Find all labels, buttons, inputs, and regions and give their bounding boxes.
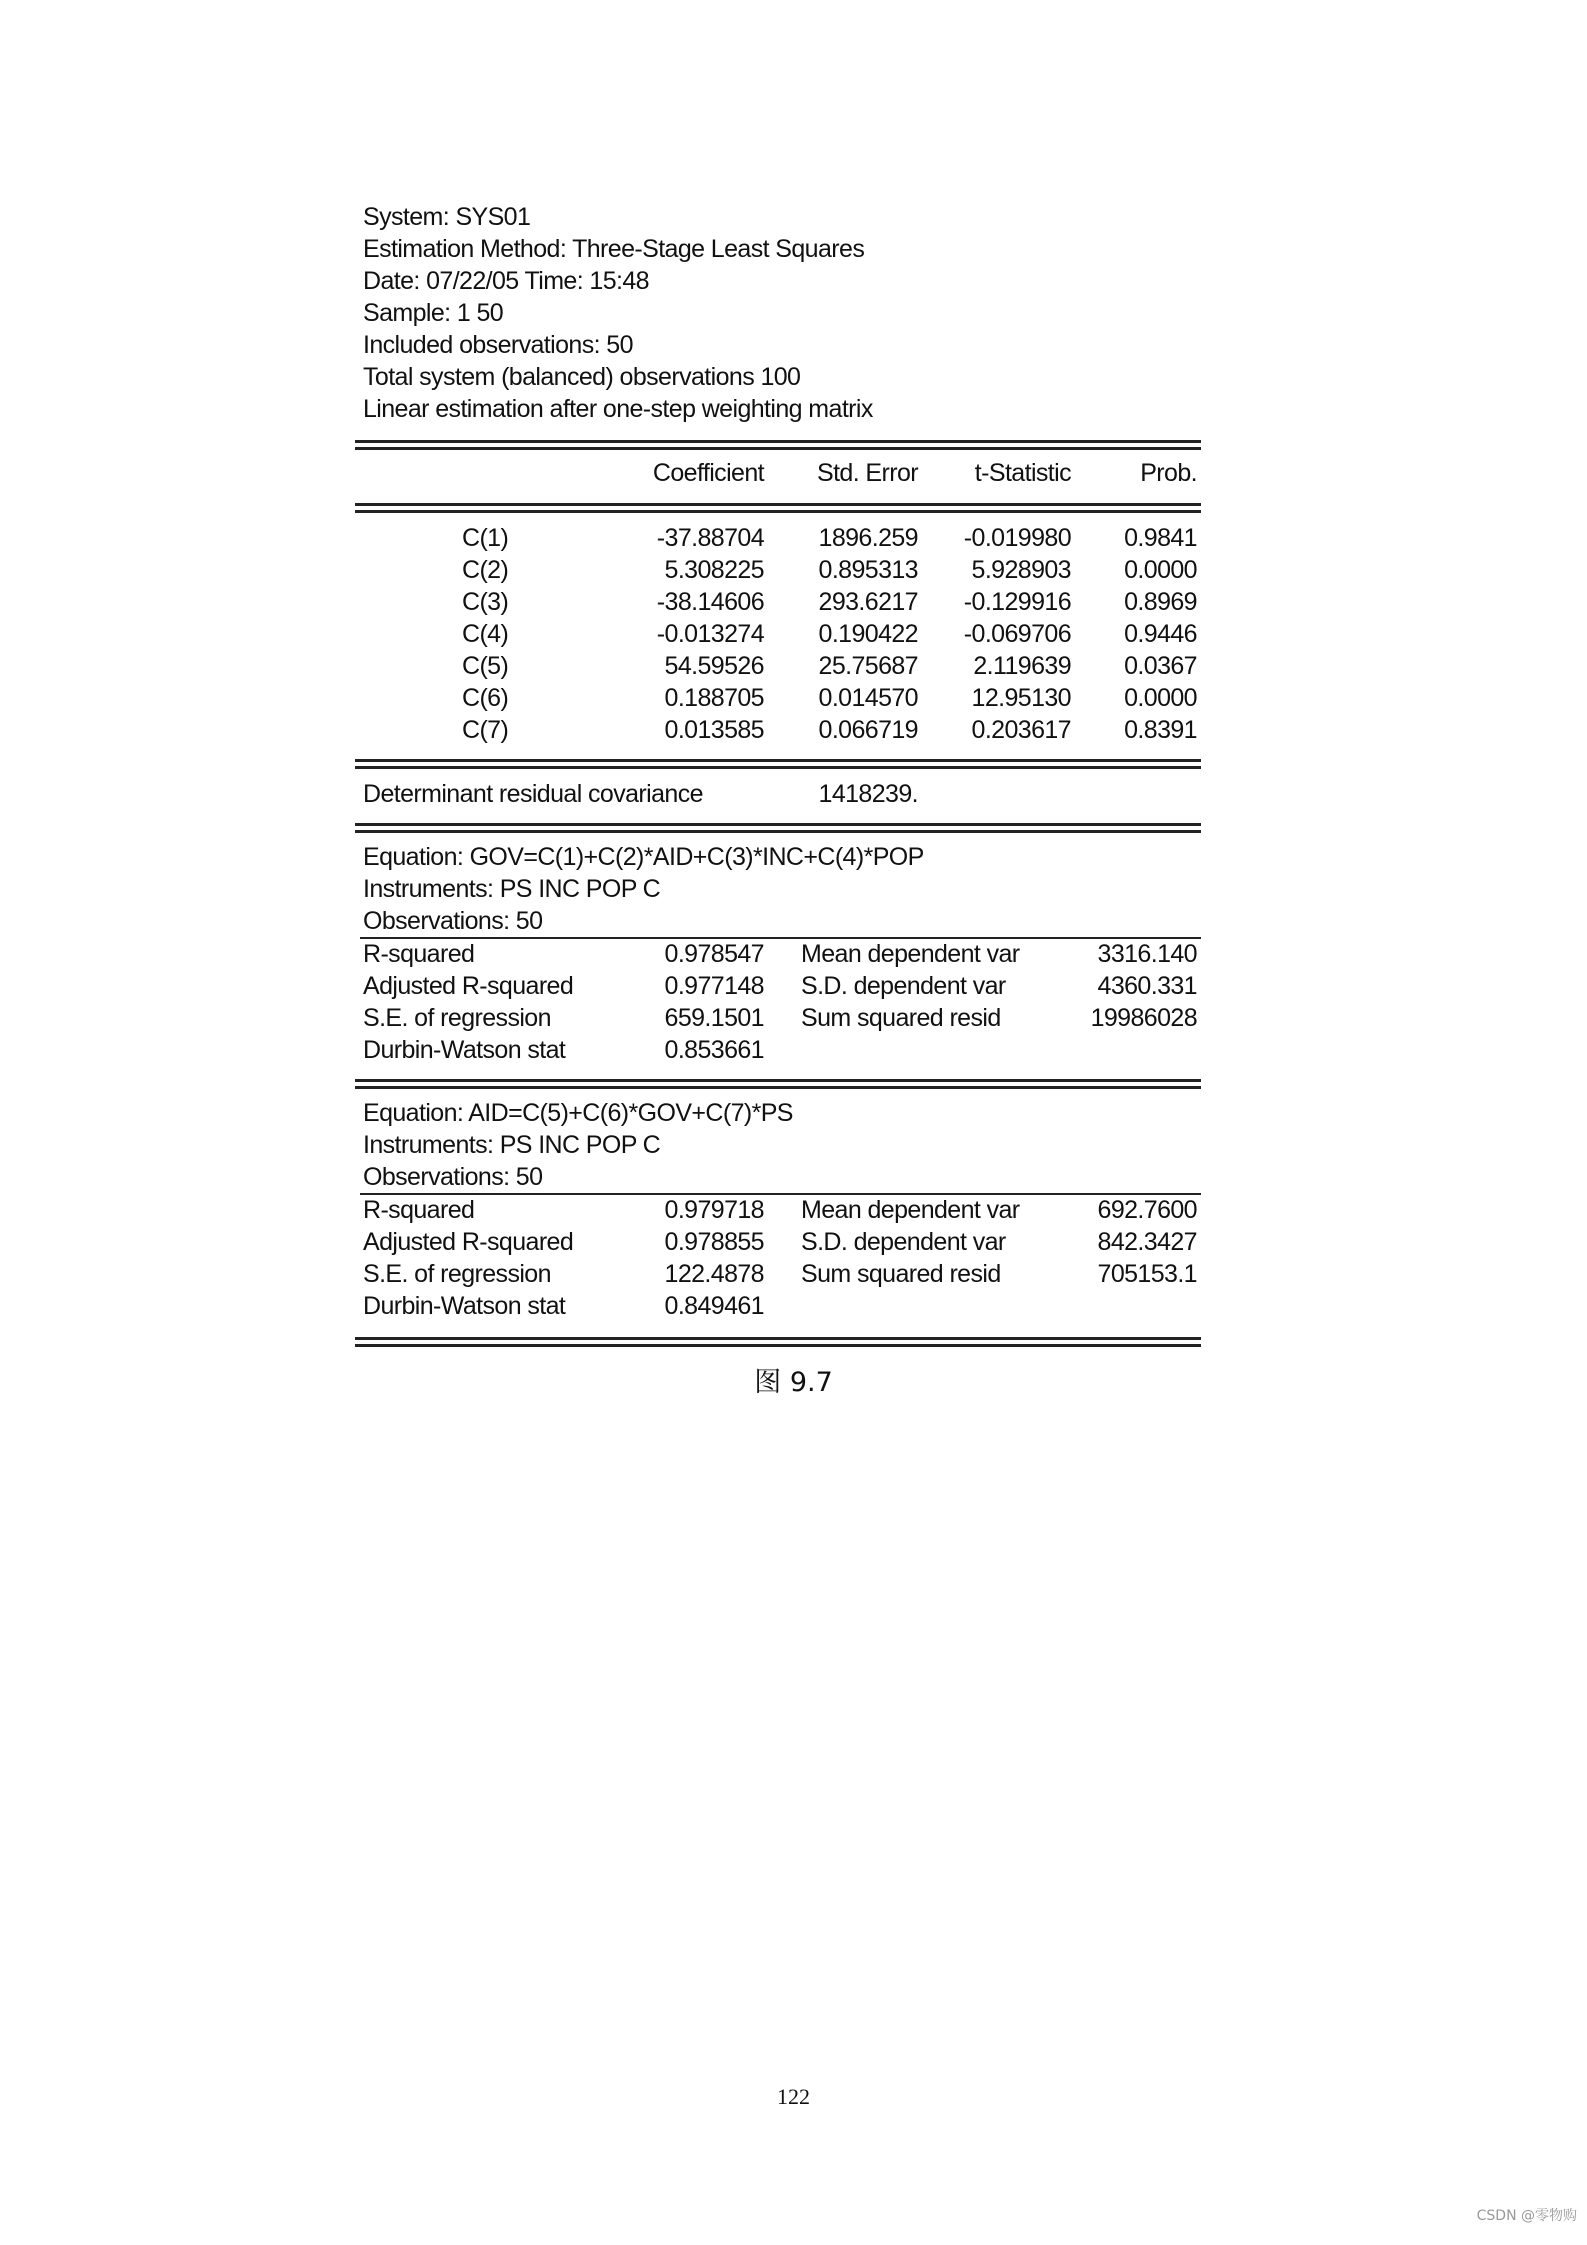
coef-name: C(7)	[462, 716, 509, 744]
coef-cell: 293.6217	[818, 588, 918, 616]
stat-value: 0.849461	[664, 1292, 764, 1320]
header-line: Linear estimation after one-step weighting matrix	[363, 395, 873, 423]
stat-label: Sum squared resid	[801, 1004, 1001, 1032]
instruments: Instruments: PS INC POP C	[363, 1131, 661, 1159]
coef-cell: -0.013274	[656, 620, 764, 648]
coef-cell: 0.8969	[1124, 588, 1197, 616]
coef-cell: 0.8391	[1124, 716, 1197, 744]
column-header: Std. Error	[817, 459, 918, 487]
stat-label: R-squared	[363, 1196, 475, 1224]
coef-cell: -0.019980	[963, 524, 1071, 552]
coef-cell: 0.190422	[818, 620, 918, 648]
equation-spec: Equation: GOV=C(1)+C(2)*AID+C(3)*INC+C(4)*POP	[363, 843, 924, 871]
stat-value: 3316.140	[1097, 940, 1197, 968]
stat-label: Sum squared resid	[801, 1260, 1001, 1288]
figure-caption: 图 9.7	[754, 1367, 833, 1398]
coef-name: C(1)	[462, 524, 509, 552]
header-line: Sample: 1 50	[363, 299, 504, 327]
stat-value: 842.3427	[1097, 1228, 1197, 1256]
coef-cell: 0.014570	[818, 684, 918, 712]
coef-cell: 0.066719	[818, 716, 918, 744]
coef-cell: -0.069706	[963, 620, 1071, 648]
stat-label: S.E. of regression	[363, 1004, 551, 1032]
table-rule	[355, 823, 1201, 833]
table-rule	[360, 1193, 1201, 1195]
stat-value: 19986028	[1090, 1004, 1197, 1032]
page-number: 122	[777, 2084, 810, 2109]
instruments: Instruments: PS INC POP C	[363, 875, 661, 903]
stat-label: Mean dependent var	[801, 940, 1020, 968]
stat-label: Adjusted R-squared	[363, 972, 574, 1000]
equation-spec: Equation: AID=C(5)+C(6)*GOV+C(7)*PS	[363, 1099, 793, 1127]
coef-cell: 25.75687	[818, 652, 918, 680]
coef-cell: -37.88704	[656, 524, 764, 552]
stat-value: 0.979718	[664, 1196, 764, 1224]
header-line: System: SYS01	[363, 203, 531, 231]
observations: Observations: 50	[363, 907, 543, 935]
stat-label: Durbin-Watson stat	[363, 1036, 566, 1064]
stat-value: 0.853661	[664, 1036, 764, 1064]
header-line: Included observations: 50	[363, 331, 633, 359]
coef-cell: 0.9841	[1124, 524, 1197, 552]
coef-cell: 0.0367	[1124, 652, 1197, 680]
header-line: Estimation Method: Three-Stage Least Squares	[363, 235, 865, 263]
table-rule	[355, 1337, 1201, 1347]
stat-label: S.D. dependent var	[801, 1228, 1006, 1256]
stat-label: S.E. of regression	[363, 1260, 551, 1288]
coef-cell: 5.308225	[664, 556, 764, 584]
coef-cell: 12.95130	[971, 684, 1071, 712]
stat-label: Durbin-Watson stat	[363, 1292, 566, 1320]
stat-value: 0.977148	[664, 972, 764, 1000]
stat-value: 122.4878	[664, 1260, 764, 1288]
coef-name: C(3)	[462, 588, 509, 616]
stat-value: 0.978547	[664, 940, 764, 968]
coef-cell: -38.14606	[656, 588, 764, 616]
stat-value: 4360.331	[1097, 972, 1197, 1000]
coef-cell: 0.0000	[1124, 684, 1197, 712]
header-line: Date: 07/22/05 Time: 15:48	[363, 267, 649, 295]
coef-cell: 2.119639	[973, 652, 1071, 680]
coef-name: C(4)	[462, 620, 509, 648]
stat-label: S.D. dependent var	[801, 972, 1006, 1000]
table-rule	[355, 759, 1201, 769]
coef-name: C(5)	[462, 652, 509, 680]
coef-cell: 0.203617	[971, 716, 1071, 744]
column-header: t-Statistic	[974, 459, 1071, 487]
determinant-value: 1418239.	[818, 780, 918, 808]
coef-cell: 54.59526	[664, 652, 764, 680]
coef-cell: 0.013585	[664, 716, 764, 744]
coef-cell: 0.9446	[1124, 620, 1197, 648]
coef-cell: 0.895313	[818, 556, 918, 584]
column-header: Coefficient	[652, 459, 764, 487]
column-header: Prob.	[1140, 459, 1197, 487]
stat-label: Mean dependent var	[801, 1196, 1020, 1224]
coef-name: C(2)	[462, 556, 509, 584]
stat-value: 659.1501	[664, 1004, 764, 1032]
watermark: CSDN @零物购	[1476, 2208, 1577, 2224]
coef-cell: 5.928903	[971, 556, 1071, 584]
stat-label: R-squared	[363, 940, 475, 968]
stat-value: 0.978855	[664, 1228, 764, 1256]
coef-cell: 0.188705	[664, 684, 764, 712]
table-rule	[360, 937, 1201, 939]
coef-cell: 0.0000	[1124, 556, 1197, 584]
stat-value: 692.7600	[1097, 1196, 1197, 1224]
coef-cell: -0.129916	[963, 588, 1071, 616]
header-line: Total system (balanced) observations 100	[363, 363, 801, 391]
table-rule	[355, 1079, 1201, 1089]
determinant-label: Determinant residual covariance	[363, 780, 703, 808]
stat-value: 705153.1	[1097, 1260, 1197, 1288]
table-rule	[355, 503, 1201, 513]
table-rule	[355, 440, 1201, 450]
coef-cell: 1896.259	[818, 524, 918, 552]
observations: Observations: 50	[363, 1163, 543, 1191]
stat-label: Adjusted R-squared	[363, 1228, 574, 1256]
coef-name: C(6)	[462, 684, 509, 712]
